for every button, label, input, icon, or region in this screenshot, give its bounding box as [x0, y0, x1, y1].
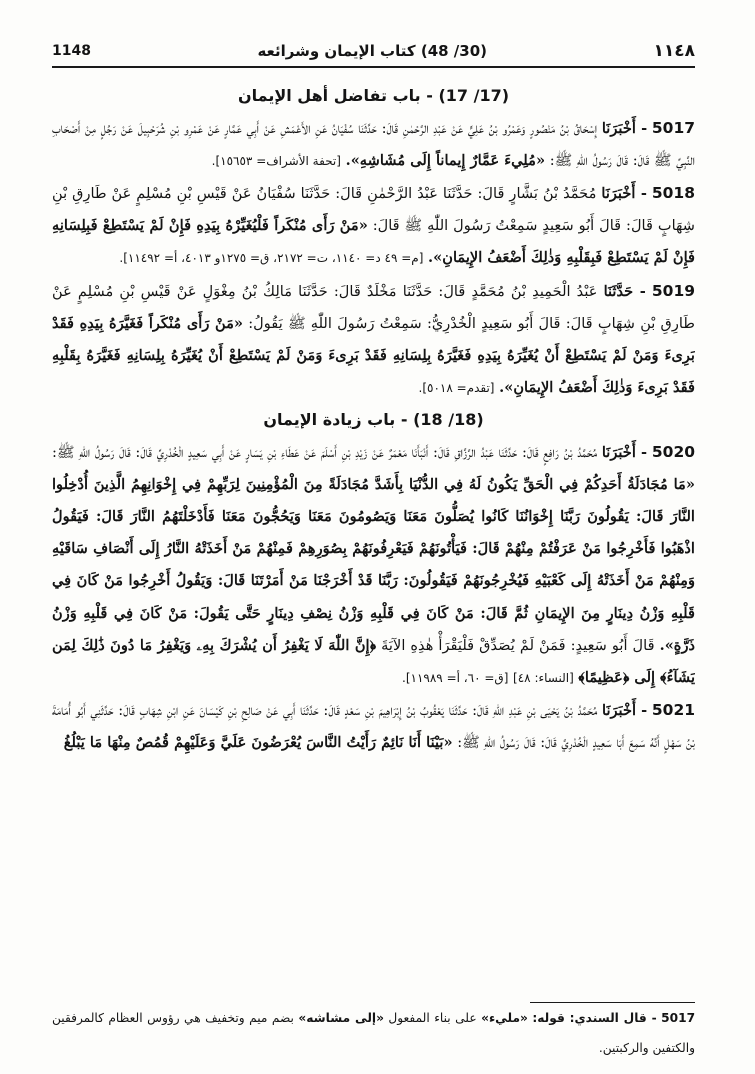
verse-reference: [النساء: ٤٨]: [513, 670, 574, 685]
matn: «بَيْنَا أَنَا نَائِمٌ رَأَيْتُ النَّاسَ يُعْرَضُونَ عَلَيَّ وَعَلَيْهِمْ قُمُصٌ مِنْهَا مَا يَبْلُغُ: [63, 733, 453, 751]
footnote-lead: - قال السندي: قوله:: [532, 1011, 657, 1025]
quran-verse: ﴿إِنَّ اللّٰهَ لَا يَغْفِرُ أَن يُشْرَكَ بِهِۦ وَيَغْفِرُ مَا دُونَ ذَٰلِكَ لِمَن يَشَآءُ﴾ إِلَى ﴿عَظِيمًا﴾: [52, 636, 695, 686]
footnote-text-1: على بناء المفعول: [388, 1011, 477, 1025]
footnote-quote-1: «مليء»: [481, 1011, 528, 1025]
hadith-5018: [52, 177, 695, 274]
chapter-number: (17/ 17): [438, 86, 510, 105]
header-divider: [52, 66, 695, 68]
isnad: مُحَمَّدُ بْنُ رَافِعٍ قَالَ: حَدَّثَنَا عَبْدُ الرَّزَّاقِ قَالَ: أَنْبَأَنَا مَعْمَرٌ عَنْ زَيْدِ بْنِ أَسْلَمَ عَنْ عَطَاءِ بْنِ يَسَارٍ عَنْ أَبِي سَعِيدٍ الْخُدْرِيِّ قَالَ: قَالَ رَسُولُ اللّٰهِ ﷺ:: [52, 444, 598, 462]
hadith-number: 5020: [651, 443, 695, 462]
page-number-arabic: ١١٤٨: [653, 41, 695, 61]
hadith-5020: [52, 436, 695, 694]
matn: «مَنْ رَأَى مُنْكَراً فَلْيُغَيِّرْهُ بِيَدِهِ فَإِنْ لَمْ يَسْتَطِعْ فَبِلِسَانِهِ فَإِنْ لَمْ يَسْتَطِعْ فَبِقَلْبِهِ وَذٰلِكَ أَضْعَفُ الإِيمَانِ».: [52, 217, 695, 267]
transmission-term: - حَدَّثَنَا: [603, 282, 646, 300]
main-text: [52, 80, 695, 970]
cross-reference: [تقدم= ٥٠١٨].: [418, 380, 495, 395]
hadith-number: 5019: [651, 281, 695, 300]
narrator-comment: قَالَ أَبُو سَعِيدٍ: فَمَنْ لَمْ يُصَدِّقْ فَلْيَقْرَأْ هٰذِهِ الآيَةَ: [381, 636, 655, 654]
footnote: [52, 1003, 695, 1063]
chapter-heading-18: [52, 404, 695, 436]
hadith-5017: [52, 112, 695, 177]
chapter-title: - باب زيادة الإيمان: [263, 409, 408, 429]
footnote-text-2: بضم ميم وتخفيف هي رؤوس العظام كالمرفقين والكتفين والركبتين.: [52, 1011, 695, 1055]
chapter-title: - باب تفاضل أهل الإيمان: [237, 86, 433, 105]
chapter-heading-17: [52, 80, 695, 112]
transmission-term: - أَخْبَرَنَا: [601, 185, 647, 203]
matn: «مَنْ رَأَى مُنْكَراً فَغَيَّرَهُ بِيَدِهِ فَقَدْ بَرِىءَ وَمَنْ لَمْ يَسْتَطِعْ أَنْ يُغَيِّرَهُ بِيَدِهِ فَغَيَّرَهُ بِلِسَانِهِ فَقَدْ بَرِىءَ وَمَنْ لَمْ يَسْتَطِعْ أَنْ يُغَيِّرَهُ بِلِسَانِهِ فَغَيَّرَهُ بِقَلْبِهِ فَقَدْ بَرِىءَ وَذٰلِكَ أَضْعَفُ الإِيمَانِ».: [52, 314, 695, 396]
isnad: مُحَمَّدُ بْنُ بَشَّارٍ قَالَ: حَدَّثَنَا عَبْدُ الرَّحْمٰنِ قَالَ: حَدَّثَنَا سُفْيَانُ عَنْ قَيْسِ بْنِ مُسْلِمٍ عَنْ طَارِقِ بْنِ شِهَابٍ قَالَ: قَالَ أَبُو سَعِيدٍ سَمِعْتُ رَسُولَ اللّٰهِ ﷺ قَالَ:: [52, 185, 695, 235]
hadith-number: 5017: [651, 119, 695, 138]
transmission-term: - أَخْبَرَنَا: [601, 120, 648, 138]
hadith-number: 5018: [651, 184, 695, 203]
matn: «مُلِيءَ عَمَّارٌ إِيماناً إِلَى مُشَاشِهِ».: [345, 152, 546, 170]
transmission-term: - أَخْبَرَنَا: [601, 444, 648, 462]
matn: «مَا مُجَادَلَةُ أَحَدِكُمْ فِي الْحَقِّ يَكُونُ لَهُ فِي الدُّنْيَا بِأَشَدَّ مُجَادَلَةً مِنَ الْمُؤْمِنِينَ لِرَبِّهِمْ فِي إِخْوَانِهِمُ الَّذِينَ أُدْخِلُوا النَّارَ قَالَ: يَقُولُونَ رَبَّنَا إِخْوَانُنَا كَانُوا يُصَلُّونَ مَعَنَا وَيَصُومُونَ مَعَنَا وَيَحُجُّونَ مَعَنَا فَأَدْخَلْتَهُمُ النَّارَ قَالَ: فَيَقُولُ اذْهَبُوا فَأَخْرِجُوا مَنْ عَرَفْتُمْ مِنْهُمْ قَالَ: فَيَأْتُونَهُمْ فَيَعْرِفُونَهُمْ بِصُوَرِهِمْ فَمِنْهُمْ مَنْ أَخَذَتْهُ النَّارُ إِلَى أَنْصَافِ سَاقَيْهِ وَمِنْهُمْ مَنْ أَخَذَتْهُ إِلَى كَعْبَيْهِ فَيُخْرِجُونَهُمْ فَيَقُولُونَ: رَبَّنَا قَدْ أَخْرَجْنَا مَنْ أَمَرْتَنَا قَالَ: وَيَقُولُ أَخْرِجُوا مَنْ كَانَ فِي قَلْبِهِ وَزْنُ دِينَارٍ مِنَ الإِيمَانِ ثُمَّ قَالَ: مَنْ كَانَ فِي قَلْبِهِ وَزْنُ نِصْفِ دِينَارٍ حَتَّى يَقُولَ: مَنْ كَانَ فِي قَلْبِهِ وَزْنُ ذَرَّةٍ».: [52, 476, 695, 654]
page-number-latin: 1148: [52, 43, 91, 59]
isnad: إِسْحَاقُ بْنُ مَنْصُورٍ وَعَمْرُو بْنُ عَلِيٍّ عَنْ عَبْدِ الرَّحْمٰنِ قَالَ: حَدَّثَنَا سُفْيَانُ عَنِ الأَعْمَشِ عَنْ أَبِي عَمَّارٍ عَنْ عَمْرِو بْنِ شُرَحْبِيلَ عَنْ رَجُلٍ مِنْ أَصْحَابِ النَّبِيِّ ﷺ قَالَ: قَالَ رَسُولُ اللّٰهِ ﷺ:: [52, 120, 695, 170]
cross-reference: [تحفة الأشراف= ١٥٦٥٣].: [211, 154, 341, 169]
chapter-number: (18/ 18): [413, 409, 484, 429]
hadith-5021: [52, 694, 695, 759]
footnote-number: 5017: [661, 1011, 696, 1025]
cross-reference: [ق= ٦٠، أ= ١١٩٨٩].: [402, 670, 509, 685]
hadith-5019: [52, 275, 695, 404]
footnote-quote-2: «إلى مشاشه»: [298, 1011, 384, 1025]
transmission-term: - أَخْبَرَنَا: [602, 701, 648, 719]
page-header: [52, 40, 695, 62]
cross-reference: [م= ٤٩ د= ١١٤٠، ت= ٢١٧٢، ق= ١٢٧٥و ٤٠١٣، أ= ١١٤٩٢].: [119, 251, 424, 266]
running-title: (30/ 48) كتاب الإيمان وشرائعه: [257, 42, 488, 60]
hadith-number: 5021: [651, 700, 695, 719]
isnad: مُحَمَّدُ بْنُ يَحْيَى بْنِ عَبْدِ اللّٰهِ قَالَ: حَدَّثَنَا يَعْقُوبُ بْنُ إِبْرَاهِيمَ بْنِ سَعْدٍ قَالَ: حَدَّثَنَا أَبِي عَنْ صَالِحِ بْنِ كَيْسَانَ عَنِ ابْنِ شِهَابٍ قَالَ: حَدَّثَنِي أَبُو أُمَامَةَ بْنُ سَهْلٍ أَنَّهُ سَمِعَ أَبَا سَعِيدٍ الْخُدْرِيَّ قَالَ: قَالَ رَسُولُ اللّٰهِ ﷺ:: [52, 701, 695, 751]
isnad: عَبْدُ الْحَمِيدِ بْنُ مُحَمَّدٍ قَالَ: حَدَّثَنَا مَخْلَدٌ قَالَ: حَدَّثَنَا مَالِكُ بْنُ مِغْوَلٍ عَنْ قَيْسِ بْنِ مُسْلِمٍ عَنْ طَارِقِ بْنِ شِهَابٍ قَالَ: قَالَ أَبُو سَعِيدٍ الْخُدْرِيُّ: سَمِعْتُ رَسُولَ اللّٰهِ ﷺ يَقُولُ:: [52, 282, 695, 332]
